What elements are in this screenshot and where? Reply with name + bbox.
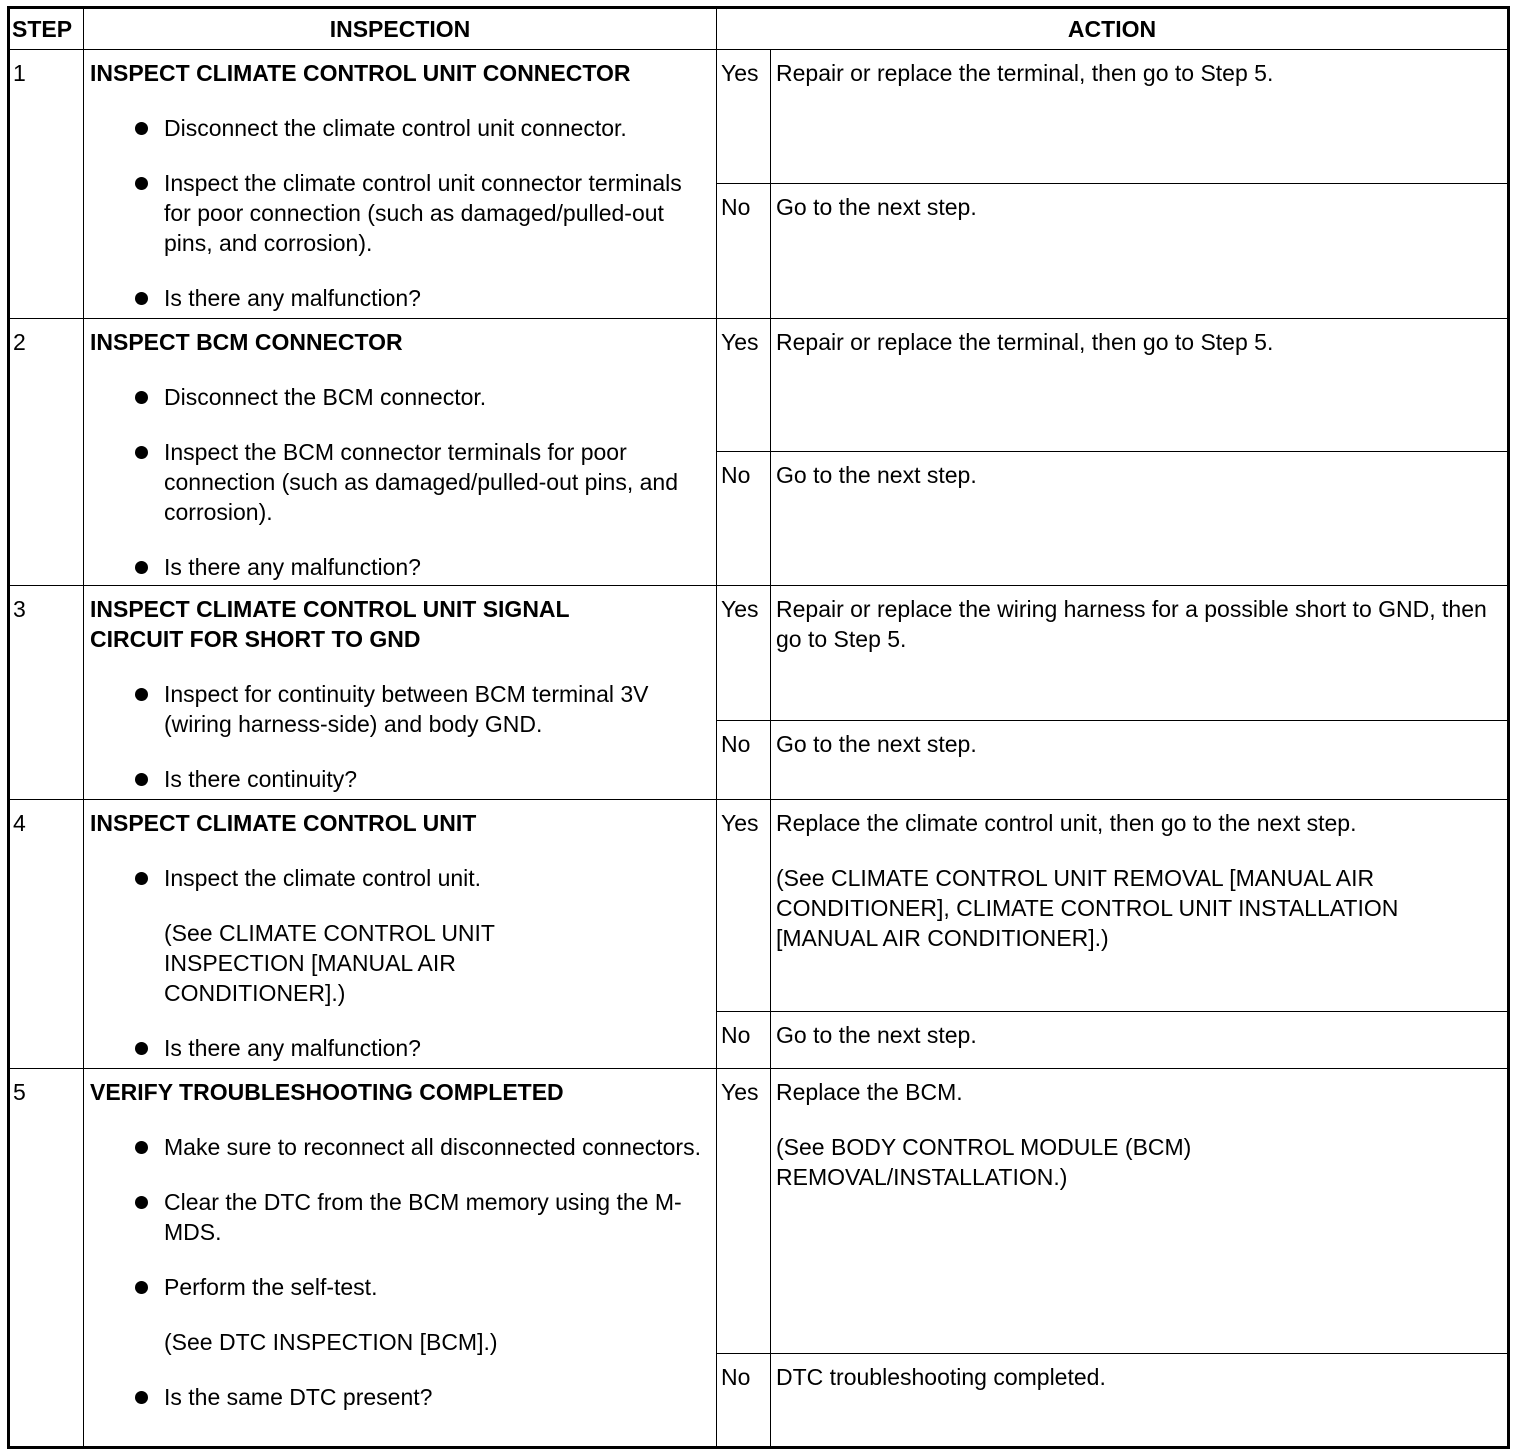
step-number: 4 [9,800,84,1069]
step-number: 1 [9,50,84,319]
table-row [9,1069,1509,1354]
no-label: No [717,184,771,319]
inspection-cell [84,319,717,586]
table-row [9,586,1509,721]
header-step: STEP [9,8,84,50]
inspection-item: Disconnect the BCM connector. [90,382,710,412]
inspection-item: Make sure to reconnect all disconnected connectors. [90,1132,710,1162]
step-number: 3 [9,586,84,800]
header-inspection: INSPECTION [84,8,717,50]
yes-action-cell [771,800,1509,1012]
inspection-title: VERIFY TROUBLESHOOTING COMPLETED [90,1079,564,1105]
inspection-reference: (See CLIMATE CONTROL UNIT INSPECTION [MANUAL AIR CONDITIONER].) [164,920,495,1006]
inspection-item: Is there any malfunction? [90,552,710,582]
inspection-cell [84,800,717,1069]
yes-action-cell [771,1069,1509,1354]
yes-label: Yes [717,50,771,184]
inspection-cell [84,586,717,800]
inspection-cell [84,1069,717,1448]
inspection-item: Inspect the climate control unit connector terminals for poor connection (such as damaged/pulled-out pins, and corrosion). [90,168,710,258]
inspection-title: INSPECT CLIMATE CONTROL UNIT SIGNAL CIRCUIT FOR SHORT TO GND [90,596,570,652]
inspection-cell [84,50,717,319]
inspection-item: Is there any malfunction? [90,1033,710,1063]
action-reference: (See CLIMATE CONTROL UNIT REMOVAL [MANUAL AIR CONDITIONER], CLIMATE CONTROL UNIT INSTALLATION [MANUAL AIR CONDITIONER].) [776,865,1399,951]
inspection-item: Inspect for continuity between BCM terminal 3V (wiring harness-side) and body GND. [90,679,710,739]
yes-action: Replace the BCM. [776,1079,963,1105]
yes-action: Repair or replace the wiring harness for a possible short to GND, then go to Step 5. [771,586,1509,721]
inspection-item: Disconnect the climate control unit connector. [90,113,710,143]
inspection-title: INSPECT CLIMATE CONTROL UNIT [90,810,477,836]
action-reference: (See BODY CONTROL MODULE (BCM) REMOVAL/INSTALLATION.) [776,1134,1192,1190]
no-action: Go to the next step. [771,184,1509,319]
no-action: Go to the next step. [771,721,1509,800]
inspection-item: Perform the self-test. [90,1272,710,1302]
inspection-item: Is there continuity? [90,764,710,794]
inspection-title: INSPECT CLIMATE CONTROL UNIT CONNECTOR [90,60,631,86]
yes-label: Yes [717,800,771,1012]
troubleshooting-table [7,6,1510,1449]
table-row [9,800,1509,1012]
header-row [9,8,1509,50]
yes-label: Yes [717,1069,771,1354]
no-action: Go to the next step. [771,452,1509,586]
inspection-title: INSPECT BCM CONNECTOR [90,329,403,355]
step-number: 2 [9,319,84,586]
inspection-item: Inspect the climate control unit. [90,863,710,893]
no-label: No [717,1354,771,1448]
no-action: DTC troubleshooting completed. [771,1354,1509,1448]
yes-action: Replace the climate control unit, then go to the next step. [776,810,1357,836]
yes-label: Yes [717,586,771,721]
no-label: No [717,1012,771,1069]
inspection-reference: (See DTC INSPECTION [BCM].) [164,1329,498,1355]
yes-label: Yes [717,319,771,452]
table-row [9,319,1509,452]
no-label: No [717,452,771,586]
inspection-item: Is there any malfunction? [90,283,710,313]
inspection-item: Inspect the BCM connector terminals for poor connection (such as damaged/pulled-out pins, and corrosion). [90,437,710,527]
no-label: No [717,721,771,800]
yes-action: Repair or replace the terminal, then go to Step 5. [771,50,1509,184]
header-action: ACTION [717,8,1509,50]
inspection-item: Clear the DTC from the BCM memory using the M-MDS. [90,1187,710,1247]
step-number: 5 [9,1069,84,1448]
table-row [9,50,1509,184]
inspection-item: Is the same DTC present? [90,1382,710,1412]
yes-action: Repair or replace the terminal, then go to Step 5. [771,319,1509,452]
no-action: Go to the next step. [771,1012,1509,1069]
